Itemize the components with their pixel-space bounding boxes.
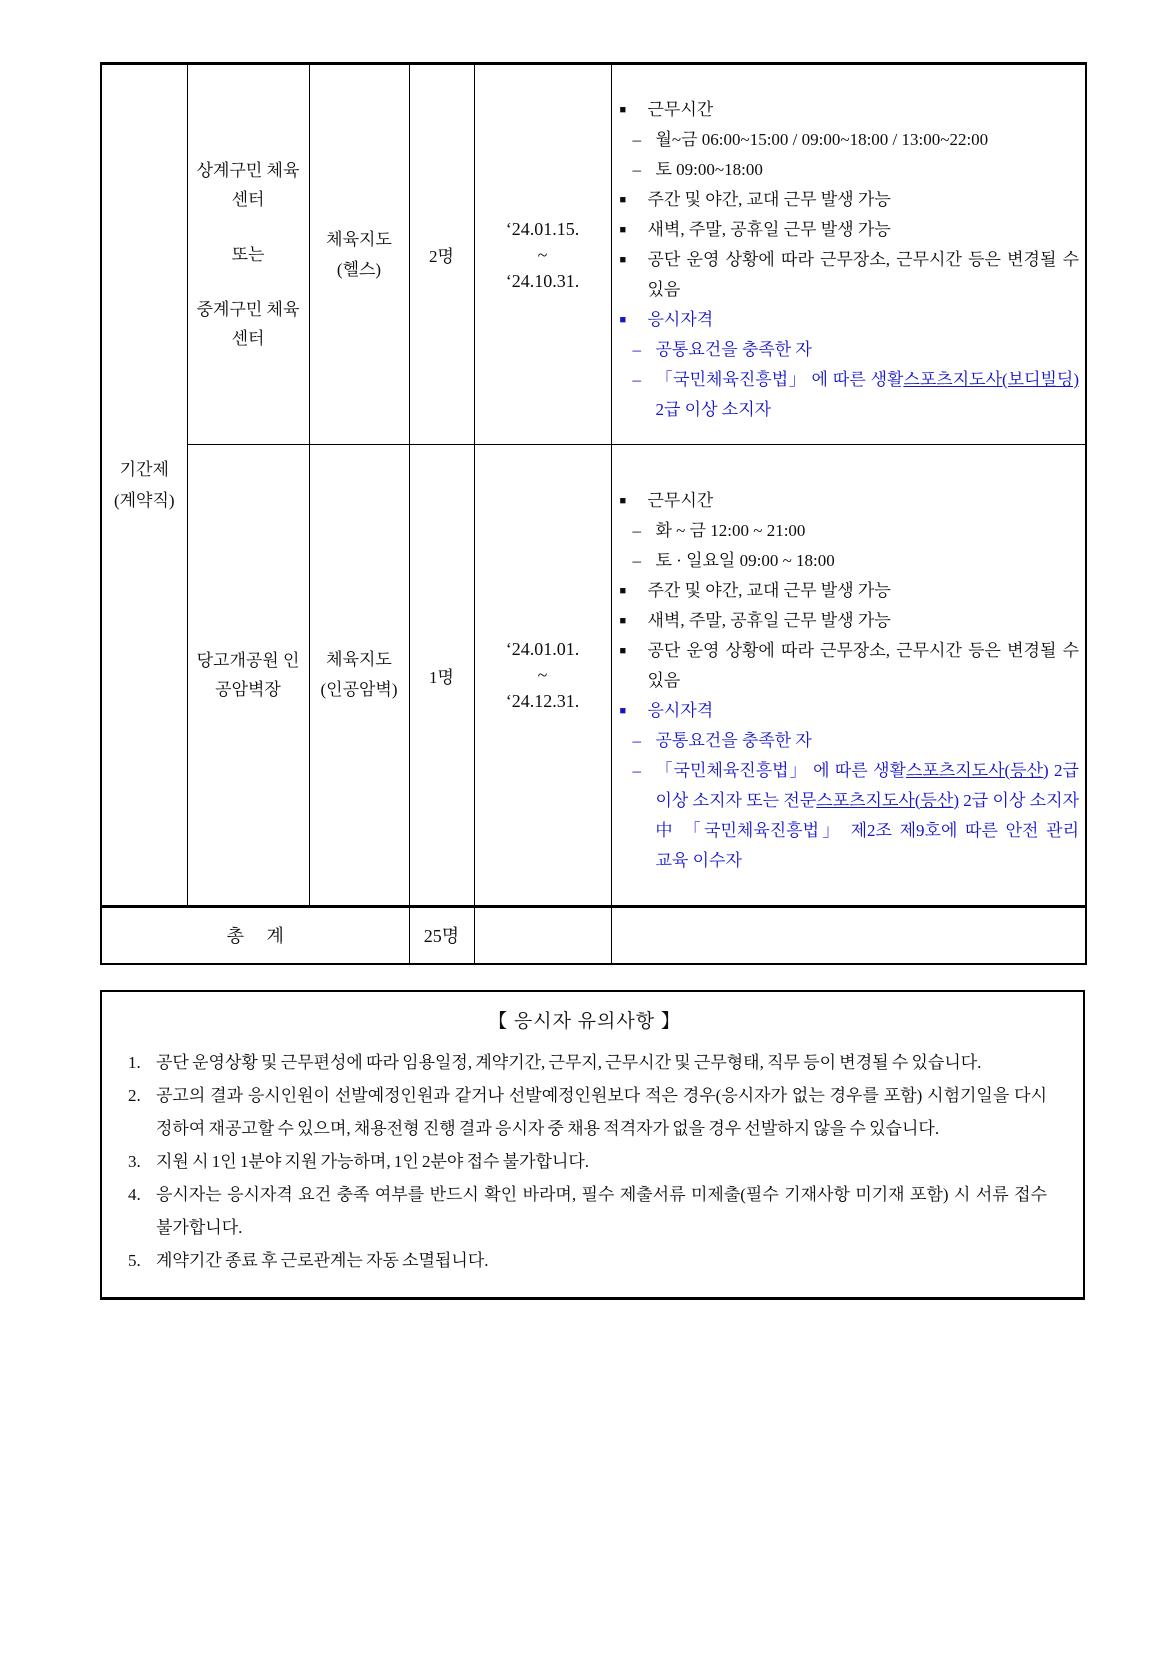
square-bullet-icon: ■ — [619, 254, 627, 266]
notice-item — [122, 1145, 1047, 1178]
workplace-cell — [187, 64, 309, 445]
square-bullet-icon: ■ — [619, 704, 627, 717]
empty-cell — [474, 907, 611, 964]
job-field-line: 체육지도 — [326, 229, 392, 249]
notice-item-number: 5. — [128, 1251, 141, 1270]
dash-bullet-icon: – — [632, 730, 641, 750]
job-field-cell — [309, 64, 409, 445]
detail-text: 토 · 일요일 09:00 ~ 18:00 — [655, 550, 835, 570]
detail-line — [633, 546, 1080, 576]
table-row — [101, 445, 1086, 907]
detail-text: 근무시간 — [647, 100, 714, 119]
detail-line — [620, 95, 1080, 125]
square-bullet-icon: ■ — [619, 194, 627, 206]
applicant-notice-box — [100, 990, 1085, 1300]
notice-item-text: 공고의 결과 응시인원이 선발예정인원과 같거나 선발예정인원보다 적은 경우(응시자가 없는 경우를 포함) 시험기일을 다시 정하여 재공고할 수 있으며, 채용전형 진행 결과 응시자 중 채용 적격자가 없을 경우 선발하지 않을 수 있습니다. — [156, 1086, 1047, 1138]
detail-line — [633, 335, 1080, 365]
contract-period-cell — [474, 64, 611, 445]
dash-bullet-icon: – — [632, 550, 641, 570]
square-bullet-icon: ■ — [619, 644, 627, 657]
notice-item — [122, 1079, 1047, 1145]
contract-period-line: ‘24.01.15. — [505, 218, 580, 239]
empty-cell — [611, 907, 1086, 964]
notice-item-text: 지원 시 1인 1분야 지원 가능하며, 1인 2분야 접수 불가합니다. — [156, 1152, 590, 1171]
detail-line — [633, 155, 1080, 185]
headcount-cell: 1명 — [409, 445, 474, 907]
job-field-line: (헬스) — [336, 259, 382, 279]
table-row — [101, 64, 1086, 445]
total-label: 총 계 — [226, 926, 284, 947]
notice-item — [122, 1244, 1047, 1277]
detail-line — [620, 305, 1080, 335]
detail-line — [633, 365, 1080, 425]
detail-line — [620, 636, 1080, 696]
dash-bullet-icon: – — [632, 760, 641, 780]
detail-line — [633, 726, 1080, 756]
employment-type-line: 기간제 — [119, 460, 169, 479]
square-bullet-icon: ■ — [619, 584, 627, 597]
detail-line — [633, 756, 1080, 876]
headcount-cell: 2명 — [409, 64, 474, 445]
detail-text: 공통요건을 충족한 자 — [655, 730, 812, 750]
detail-line — [620, 215, 1080, 245]
notice-item-number: 4. — [128, 1185, 141, 1204]
notice-items — [122, 1046, 1047, 1277]
employment-type-line: (계약직) — [113, 491, 175, 510]
detail-text: 응시자격 — [647, 310, 714, 329]
detail-line — [620, 486, 1080, 516]
detail-line — [620, 245, 1080, 305]
workplace-line: 상계구민 체육센터 — [196, 161, 300, 209]
contract-period-line: ‘24.10.31. — [505, 270, 580, 291]
detail-text: 새벽, 주말, 공휴일 근무 발생 가능 — [647, 610, 891, 630]
contract-period-line: ‘24.01.01. — [505, 639, 580, 659]
detail-line — [633, 125, 1080, 155]
job-field-line: (인공암벽) — [320, 680, 398, 699]
dash-bullet-icon: – — [632, 160, 641, 179]
detail-text: 화 ~ 금 12:00 ~ 21:00 — [655, 520, 806, 540]
detail-text: 「국민체육진흥법」 에 따른 생활스포츠지도사(등산) 2급 이상 소지자 또는 전문스포츠지도사(등산) 2급 이상 소지자 中 「국민체육진흥법」 제2조 제9호에 따른 안전 관리 교육 이수자 — [655, 760, 1079, 870]
workplace-line: 또는 — [231, 245, 265, 264]
detail-text: 주간 및 야간, 교대 근무 발생 가능 — [647, 190, 891, 209]
detail-line — [620, 606, 1080, 636]
notice-title: 【 응시자 유의사항 】 — [488, 1011, 681, 1032]
detail-line — [620, 185, 1080, 215]
detail-text: 새벽, 주말, 공휴일 근무 발생 가능 — [647, 220, 891, 239]
detail-text: 토 09:00~18:00 — [655, 160, 763, 179]
detail-line — [620, 696, 1080, 726]
square-bullet-icon: ■ — [619, 314, 627, 326]
detail-text: 「국민체육진흥법」 에 따른 생활스포츠지도사(보디빌딩) 2급 이상 소지자 — [655, 370, 1079, 419]
recruitment-table — [100, 62, 1087, 965]
contract-period-line: ~ — [537, 665, 548, 685]
detail-text: 주간 및 야간, 교대 근무 발생 가능 — [647, 580, 891, 600]
contract-period-cell — [474, 445, 611, 907]
job-field-line: 체육지도 — [326, 650, 392, 669]
notice-item-number: 1. — [128, 1053, 141, 1072]
detail-line — [633, 516, 1080, 546]
detail-text: 근무시간 — [647, 490, 714, 510]
square-bullet-icon: ■ — [619, 614, 627, 627]
job-field-cell — [309, 445, 409, 907]
notice-item — [122, 1046, 1047, 1079]
detail-text: 월~금 06:00~15:00 / 09:00~18:00 / 13:00~22:00 — [655, 130, 989, 149]
job-details-cell — [611, 64, 1086, 445]
total-headcount-cell: 25명 — [409, 907, 474, 964]
workplace-line: 중계구민 체육센터 — [196, 300, 300, 348]
total-label-cell — [101, 907, 409, 964]
dash-bullet-icon: – — [632, 520, 641, 540]
dash-bullet-icon: – — [632, 370, 641, 389]
detail-text: 공단 운영 상황에 따라 근무장소, 근무시간 등은 변경될 수 있음 — [647, 250, 1079, 299]
workplace-cell — [187, 445, 309, 907]
notice-item-number: 3. — [128, 1152, 141, 1171]
notice-item-text: 응시자는 응시자격 요건 충족 여부를 반드시 확인 바라며, 필수 제출서류 미제출(필수 기재사항 미기재 포함) 시 서류 접수 불가합니다. — [156, 1185, 1047, 1237]
square-bullet-icon: ■ — [619, 494, 627, 507]
square-bullet-icon: ■ — [619, 224, 627, 236]
notice-item-number: 2. — [128, 1086, 141, 1105]
notice-item — [122, 1178, 1047, 1244]
square-bullet-icon: ■ — [619, 104, 627, 116]
contract-period-line: ~ — [537, 244, 548, 265]
job-details-cell — [611, 445, 1086, 907]
notice-item-text: 계약기간 종료 후 근로관계는 자동 소멸됩니다. — [156, 1251, 489, 1270]
workplace-line: 당고개공원 인공암벽장 — [196, 651, 300, 699]
dash-bullet-icon: – — [632, 130, 641, 149]
dash-bullet-icon: – — [632, 340, 641, 359]
detail-line — [620, 576, 1080, 606]
contract-period-line: ‘24.12.31. — [505, 691, 580, 711]
notice-item-text: 공단 운영상황 및 근무편성에 따라 임용일정, 계약기간, 근무지, 근무시간 및 근무형태, 직무 등이 변경될 수 있습니다. — [156, 1053, 982, 1072]
detail-text: 응시자격 — [647, 700, 714, 720]
detail-text: 공단 운영 상황에 따라 근무장소, 근무시간 등은 변경될 수 있음 — [647, 640, 1079, 690]
employment-type-cell — [101, 64, 187, 907]
total-row — [101, 907, 1086, 964]
detail-text: 공통요건을 충족한 자 — [655, 340, 812, 359]
